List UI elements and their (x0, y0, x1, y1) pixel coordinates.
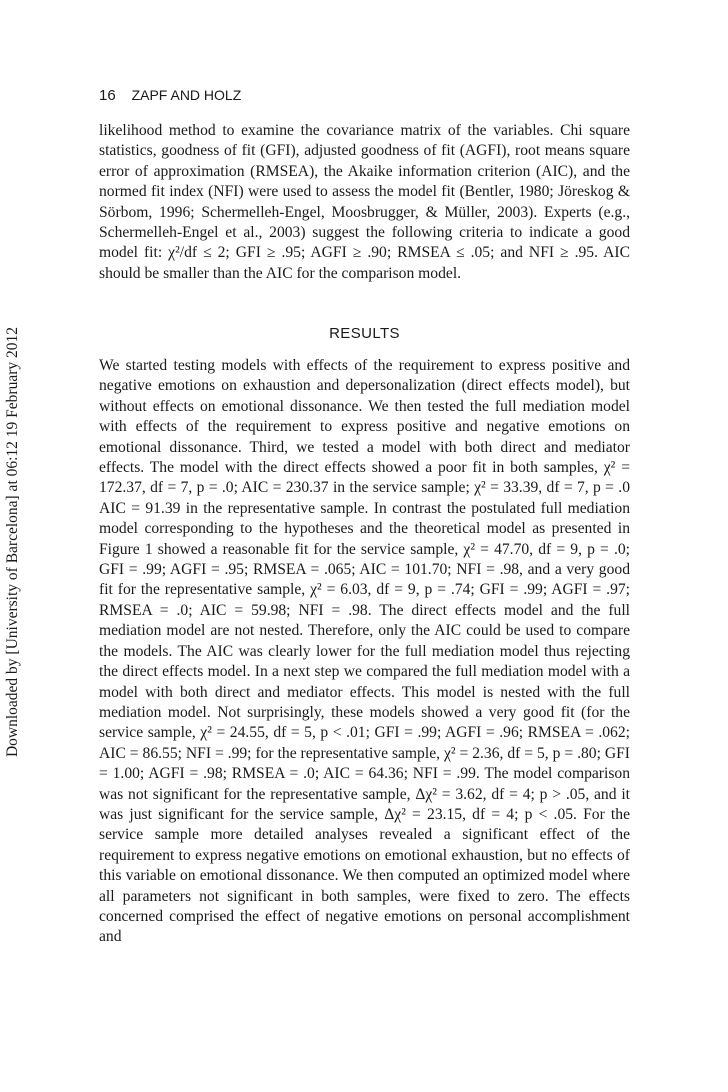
download-notice: Downloaded by [University of Barcelona] at 06:12 19 February 2012 (4, 326, 21, 758)
section-heading: RESULTS (329, 325, 400, 342)
running-header (99, 87, 241, 104)
running-title: ZAPF AND HOLZ (131, 87, 242, 103)
paragraph-methods (99, 121, 630, 284)
page-number: 16 (99, 87, 116, 104)
paragraph-text: likelihood method to examine the covariance matrix of the variables. Chi square statistics, goodness of fit (GFI), adjusted goodness of fit (AGFI), root means square error of approximation (RMSEA), the Akaike information criterion (AIC), and the normed fit index (NFI) were used to assess the model fit (Bentler, 1980; Jöreskog & Sörbom, 1996; Schermelleh-Engel, Moosbrugger, & Müller, 2003). Experts (e.g., Schermelleh-Engel et al., 2003) suggest the following criteria to indicate a good model fit: χ²/df ≤ 2; GFI ≥ .95; AGFI ≥ .90; RMSEA ≤ .05; and NFI ≥ .95. AIC should be smaller than the AIC for the comparison model. (99, 122, 630, 282)
paragraph-results (99, 356, 630, 948)
paragraph-text: We started testing models with effects of the requirement to express positive and negative emotions on exhaustion and depersonalization (direct effects model), but without effects on emotional dissonance. We then tested the full mediation model with effects of the requirement to express positive and negative emotions on emotional dissonance. Third, we tested a model with both direct and mediator effects. The model with the direct effects showed a poor fit in both samples, χ² = 172.37, df = 7, p = .0; AIC = 230.37 in the service sample; χ² = 33.39, df = 7, p = .0 AIC = 91.39 in the representative sample. In contrast the postulated full mediation model corresponding to the hypotheses and the theoretical model as presented in Figure 1 showed a reasonable fit for the service sample, χ² = 47.70, df = 9, p = .0; GFI = .99; AGFI = .95; RMSEA = .065; AIC = 101.70; NFI = .98, and a very good fit for the representative sample, χ² = 6.03, df = 9, p = .74; GFI = .99; AGFI = .97; RMSEA = .0; AIC = 59.98; NFI = .98. The direct effects model and the full mediation model are not nested. Therefore, only the AIC could be used to compare the models. The AIC was clearly lower for the full mediation model thus rejecting the direct effects model. In a next step we compared the full mediation model with a model with both direct and mediator effects. This model is nested with the full mediation model. Not surprisingly, these models showed a very good fit (for the service sample, χ² = 24.55, df = 5, p < .01; GFI = .99; AGFI = .96; RMSEA = .062; AIC = 86.55; NFI = .99; for the representative sample, χ² = 2.36, df = 5, p = .80; GFI = 1.00; AGFI = .98; RMSEA = .0; AIC = 64.36; NFI = .99. The model comparison was not significant for the representative sample, Δχ² = 3.62, df = 4; p > .05, and it was just significant for the service sample, Δχ² = 23.15, df = 4; p < .05. For the service sample more detailed analyses revealed a significant effect of the requirement to express negative emotions on emotional exhaustion, but no effects of this variable on emotional dissonance. We then computed an optimized model where all parameters not significant in both samples, were fixed to zero. The effects concerned comprised the effect of negative emotions on personal accomplishment and (99, 357, 630, 946)
download-watermark (0, 0, 28, 1092)
